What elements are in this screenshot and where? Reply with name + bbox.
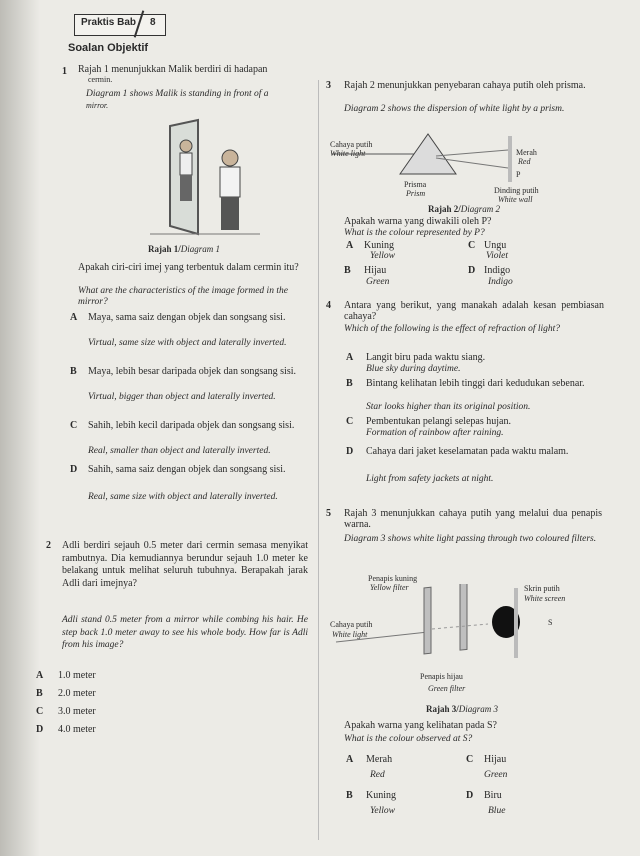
q1-option-b-en: Virtual, bigger than object and laterally inverted. [88, 392, 276, 402]
q2-option-b: 2.0 meter [58, 688, 96, 699]
q1-option-b-letter: B [70, 366, 77, 377]
q2-option-c-letter: C [36, 706, 44, 717]
label-red-ms: Merah [516, 148, 537, 157]
q3-option-d-ms: Indigo [484, 265, 511, 276]
q3-option-d-en: Indigo [488, 277, 513, 287]
q5-option-d-ms: Biru [484, 790, 502, 801]
q5-option-a-letter: A [346, 754, 354, 765]
caption-ms: Rajah 1/ [148, 244, 181, 254]
q5-stem-ms: Apakah warna yang kelihatan pada S? [344, 720, 497, 731]
q5-option-a-ms: Merah [366, 754, 393, 765]
label-white-light-en-2: White light [332, 630, 368, 639]
label-screen-en: White screen [524, 594, 566, 603]
label-white-light-ms: Cahaya putih [330, 140, 373, 149]
q2-number: 2 [46, 540, 51, 551]
q4-option-a-en: Blue sky during daytime. [366, 364, 461, 374]
diagram-3-filters [328, 584, 608, 684]
diagram-3-caption [426, 704, 498, 714]
q3-option-d-letter: D [468, 265, 476, 276]
q5-option-b-letter: B [346, 790, 353, 801]
label-white-light-en: White light [330, 149, 366, 158]
q1-option-c-letter: C [70, 420, 78, 431]
q4-text-en: Which of the following is the effect of refraction of light? [344, 324, 561, 334]
q5-option-a-en: Red [370, 770, 385, 780]
dispersed-ray-red [436, 150, 508, 156]
q3-option-c-en: Violet [486, 251, 508, 261]
q2-text-ms: Adli berdiri sejauh 0.5 meter dari cermin semasa menyikat rambutnya. Dia kemudiannya berundur sejauh 1.0 meter ke belakang untuk melihat seluruh tubuhnya. Berapakah jarak Adli dari imejnya? [62, 540, 308, 589]
chapter-number: 8 [150, 17, 156, 28]
q1-option-d-ms: Sahih, sama saiz dengan objek dan songsang sisi. [88, 464, 286, 475]
q1-option-c-ms: Sahih, lebih kecil daripada objek dan songsang sisi. [88, 420, 295, 431]
caption-en: Diagram 3 [458, 704, 499, 714]
q4-option-b-en: Star looks higher than its original position. [366, 402, 531, 412]
q3-stem-ms: Apakah warna yang diwakili oleh P? [344, 216, 492, 227]
q1-option-a-ms: Maya, sama saiz dengan objek dan songsang sisi. [88, 312, 286, 323]
label-s: S [548, 618, 553, 627]
label-yellow-filter-ms: Penapis kuning [368, 574, 418, 583]
caption-ms: Rajah 3/ [426, 704, 459, 714]
q4-option-d-ms: Cahaya dari jaket keselamatan pada waktu malam. [366, 446, 569, 457]
q1-option-c-en: Real, smaller than object and laterally inverted. [88, 446, 271, 456]
q2-text-en: Adli stand 0.5 meter from a mirror while combing his hair. He step back 1.0 meter away to see his whole body. How far is Adli from his image? [62, 615, 308, 650]
q2-option-d-letter: D [36, 724, 44, 735]
q1-option-a-en: Virtual, same size with object and laterally inverted. [88, 338, 287, 348]
q1-option-b-ms: Maya, lebih besar daripada objek dan songsang sisi. [88, 366, 297, 377]
q5-option-c-letter: C [466, 754, 474, 765]
q1-text-ms: Rajah 1 menunjukkan Malik berdiri di hadapan [78, 64, 268, 75]
page-gutter-shadow [0, 0, 40, 856]
q4-text-ms: Antara yang berikut, yang manakah adalah kesan pembiasan cahaya? [344, 300, 604, 322]
q1-gloss: cermin. [88, 75, 113, 84]
label-yellow-filter-en: Yellow filter [370, 583, 409, 592]
white-screen [514, 588, 518, 658]
q5-option-b-en: Yellow [370, 806, 395, 816]
label-screen-ms: Skrin putih [524, 584, 560, 593]
q4-option-c-en: Formation of rainbow after raining. [366, 428, 504, 438]
q1-option-d-en: Real, same size with object and laterally inverted. [88, 492, 278, 502]
q5-option-b-ms: Kuning [366, 790, 396, 801]
q5-text-ms: Rajah 3 menunjukkan cahaya putih yang melalui dua penapis warna. [344, 508, 602, 530]
yellow-filter [424, 587, 431, 654]
diagram-1-mirror [150, 118, 260, 238]
q4-option-a-ms: Langit biru pada waktu siang. [366, 352, 486, 363]
q2-option-b-letter: B [36, 688, 43, 699]
q4-option-d-en: Light from safety jackets at night. [366, 474, 494, 484]
label-prism-ms: Prisma [404, 180, 427, 189]
q3-option-b-ms: Hijau [364, 265, 387, 276]
q1-option-d-letter: D [70, 464, 78, 475]
label-green-filter-en: Green filter [428, 684, 466, 693]
q3-option-a-ms: Kuning [364, 240, 394, 251]
q3-option-a-letter: A [346, 240, 354, 251]
label-red-en: Red [518, 157, 531, 166]
q5-number: 5 [326, 508, 331, 519]
column-divider [318, 80, 319, 840]
q1-number: 1 [62, 66, 67, 77]
q5-option-c-en: Green [484, 770, 508, 780]
q3-option-b-en: Green [366, 277, 390, 287]
q5-option-c-ms: Hijau [484, 754, 507, 765]
q4-option-d-letter: D [346, 446, 354, 457]
q4-option-b-ms: Bintang kelihatan lebih tinggi dari kedudukan sebenar. [366, 378, 585, 389]
q1-stem-en: What are the characteristics of the image formed in the mirror? [78, 286, 288, 307]
q1-gloss-en: mirror. [86, 101, 109, 110]
q3-text-en: Diagram 2 shows the dispersion of white light by a prism. [344, 104, 565, 114]
label-prism-en: Prism [406, 189, 426, 198]
q1-option-a-letter: A [70, 312, 78, 323]
caption-en: Diagram 1 [180, 244, 221, 254]
q3-number: 3 [326, 80, 331, 91]
q2-option-a: 1.0 meter [58, 670, 96, 681]
label-green-filter-ms: Penapis hijau [420, 672, 463, 681]
diagram-1-caption [148, 244, 220, 254]
label-wall-ms: Dinding putih [494, 186, 539, 195]
q4-number: 4 [326, 300, 331, 311]
q4-option-c-letter: C [346, 416, 354, 427]
q1-stem-ms: Apakah ciri-ciri imej yang terbentuk dalam cermin itu? [78, 262, 299, 273]
q5-text-en: Diagram 3 shows white light passing through two coloured filters. [344, 534, 597, 544]
q2-option-d: 4.0 meter [58, 724, 96, 735]
white-wall [508, 136, 512, 182]
diagram-2-caption [428, 204, 500, 214]
q3-text-ms: Rajah 2 menunjukkan penyebaran cahaya putih oleh prisma. [344, 80, 586, 91]
q4-option-c-ms: Pembentukan pelangi selepas hujan. [366, 416, 511, 427]
q1-text-en: Diagram 1 shows Malik is standing in front of a [86, 89, 269, 99]
q3-option-c-letter: C [468, 240, 476, 251]
green-filter [460, 584, 467, 650]
reflection-figure [180, 140, 192, 201]
chapter-title: Praktis Bab [81, 17, 137, 28]
q5-option-d-letter: D [466, 790, 474, 801]
q3-stem-en: What is the colour represented by P? [344, 228, 485, 238]
q2-option-c: 3.0 meter [58, 706, 96, 717]
q5-option-d-en: Blue [488, 806, 506, 816]
section-title: Soalan Objektif [68, 42, 149, 54]
label-p: P [516, 170, 521, 179]
q2-option-a-letter: A [36, 670, 44, 681]
caption-en: Diagram 2 [460, 204, 501, 214]
q4-option-a-letter: A [346, 352, 354, 363]
q3-option-c-ms: Ungu [484, 240, 507, 251]
q3-option-a-en: Yellow [370, 251, 395, 261]
q3-option-b-letter: B [344, 265, 351, 276]
q4-option-b-letter: B [346, 378, 353, 389]
caption-ms: Rajah 2/ [428, 204, 461, 214]
q5-stem-en: What is the colour observed at S? [344, 734, 473, 744]
label-white-light-ms-2: Cahaya putih [330, 620, 373, 629]
person-figure-malik [220, 150, 240, 230]
label-wall-en: White wall [498, 195, 533, 204]
